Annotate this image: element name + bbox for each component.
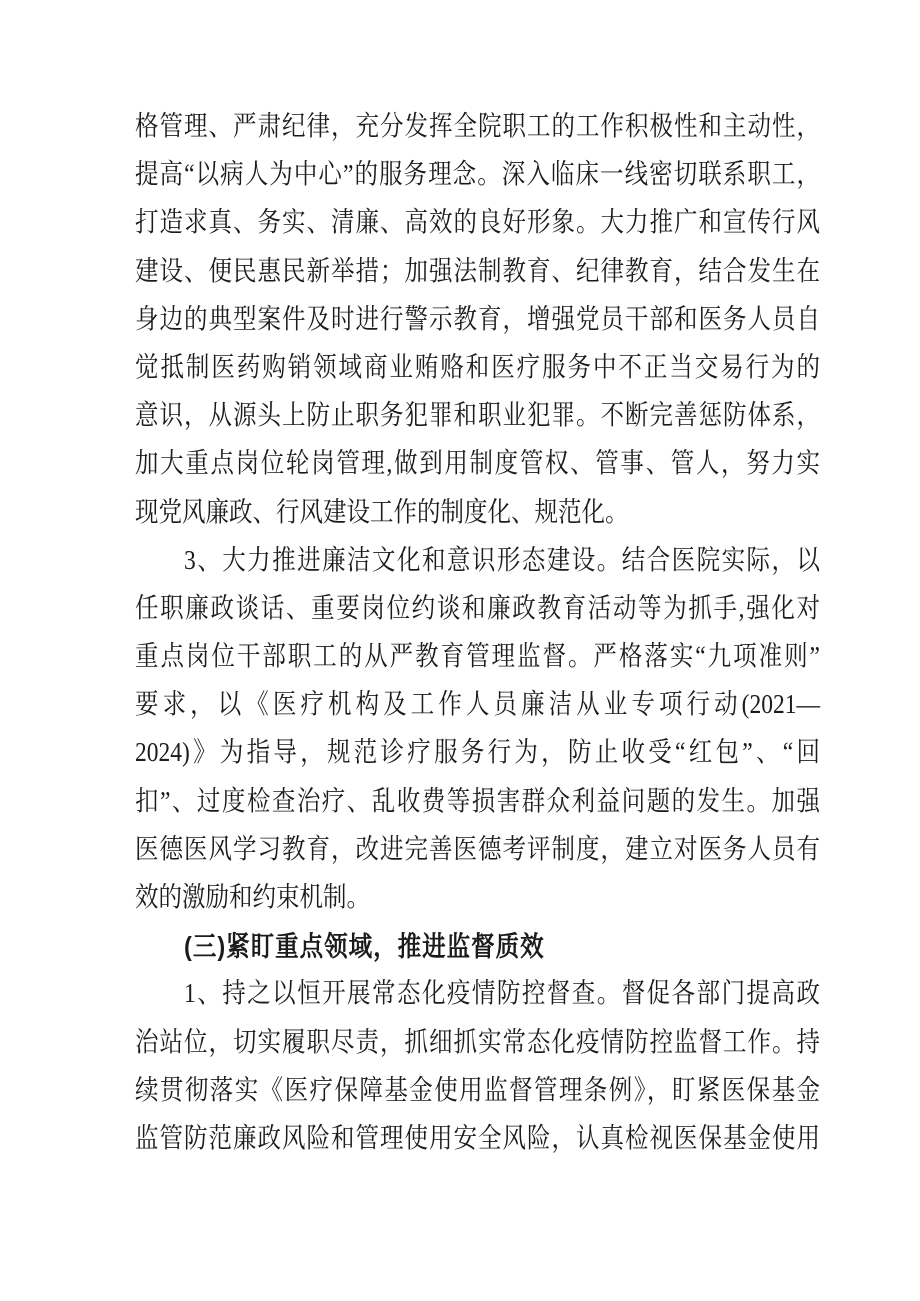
text-line: 治站位，切实履职尽责，抓细抓实常态化疫情防控监督工作。持	[135, 1027, 820, 1058]
text-line: 要求，以《医疗机构及工作人员廉洁从业专项行动(2021—	[135, 690, 820, 721]
text-line: 现党风廉政、行风建设工作的制度化、规范化。	[135, 497, 629, 528]
text-line: 效的激励和约束机制。	[135, 882, 370, 914]
text-line: 续贯彻落实《医疗保障基金使用监督管理条例》，盯紧医保基金	[135, 1075, 820, 1106]
text-line: 3、大力推进廉洁文化和意识形态建设。结合医院实际，以	[184, 545, 820, 576]
text-line: 觉抵制医药购销领域商业贿赂和医疗服务中不正当交易行为的	[135, 352, 820, 384]
text-line: 扣”、过度检查治疗、乱收费等损害群众利益问题的发生。加强	[135, 786, 820, 817]
text-line: 监管防范廉政风险和管理使用安全风险，认真检视医保基金使用	[135, 1123, 820, 1155]
text-line: 医德医风学习教育，改进完善医德考评制度，建立对医务人员有	[135, 834, 820, 865]
text-line: 提高“以病人为中心”的服务理念。深入临床一线密切联系职工，	[135, 160, 820, 191]
text-line: 格管理、严肃纪律，充分发挥全院职工的工作积极性和主动性，	[135, 111, 820, 143]
text-line: 加大重点岗位轮岗管理,做到用制度管权、管事、管人，努力实	[135, 449, 820, 480]
text-line: 建设、便民惠民新举措；加强法制教育、纪律教育，结合发生在	[135, 256, 820, 287]
section-heading: (三)紧盯重点领域，推进监督质效	[184, 931, 545, 962]
text-line: 打造求真、务实、清廉、高效的良好形象。大力推广和宣传行风	[135, 208, 820, 239]
text-line: 1、持之以恒开展常态化疫情防控督查。督促各部门提高政	[184, 979, 820, 1010]
text-line: 重点岗位干部职工的从严教育管理监督。严格落实“九项准则”	[135, 641, 820, 673]
text-line: 身边的典型案件及时进行警示教育，增强党员干部和医务人员自	[135, 304, 820, 335]
text-line: 任职廉政谈话、重要岗位约谈和廉政教育活动等为抓手,强化对	[135, 593, 820, 624]
text-line: 2024)》为指导，规范诊疗服务行为，防止收受“红包”、“回	[135, 738, 820, 769]
text-line: 意识，从源头上防止职务犯罪和职业犯罪。不断完善惩防体系，	[135, 401, 820, 432]
